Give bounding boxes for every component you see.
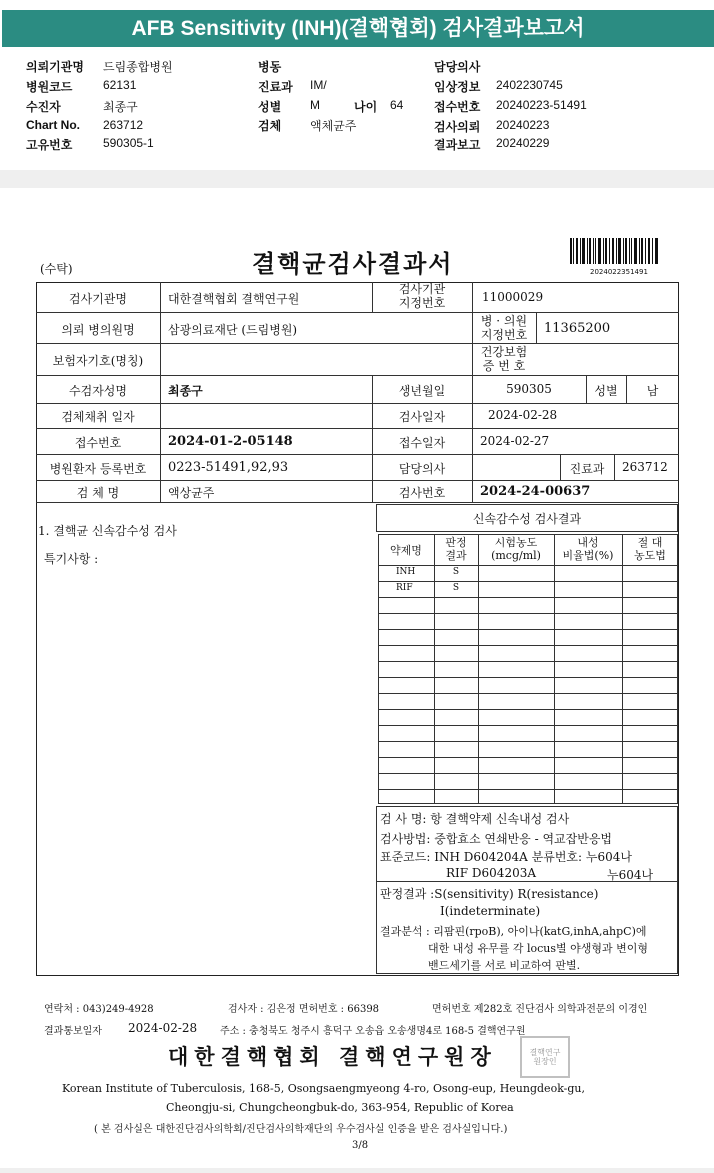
clinical-info-label: 임상정보 <box>434 80 481 94</box>
clinical-info-value: 2402230745 <box>496 78 563 92</box>
institution-value: 대한결핵협회 결핵연구원 <box>168 292 300 306</box>
table-row-line <box>378 661 678 662</box>
drug-name-cell: RIF <box>396 583 413 593</box>
report-title: AFB Sensitivity (INH)(결핵협회) 검사결과보고서 <box>2 10 714 47</box>
test-item: 1. 결핵균 신속감수성 검사 <box>38 524 177 538</box>
table-row-line <box>378 613 678 614</box>
contact: 연락처 : 043)249-4928 <box>44 1004 154 1015</box>
department-value: IM/ <box>310 78 327 92</box>
age-label: 나이 <box>354 100 378 114</box>
report-date-value: 20240229 <box>496 136 550 150</box>
registration-no-label: 병원환자 등록번호 <box>49 462 147 476</box>
department-label: 진료과 <box>258 80 293 94</box>
result-cell: S <box>452 567 460 577</box>
table-row-line <box>378 789 678 790</box>
analysis-line-1: 결과분석 : 리팜핀(rpoB), 아이나(katG,inhA,ahpC)에 <box>380 925 647 938</box>
chart-no-value: 263712 <box>103 118 144 132</box>
institution-no-label: 검사기관 지정번호 <box>398 282 446 310</box>
insurance-no-label: 건강보험 증 번 호 <box>480 345 528 373</box>
english-address-1: Korean Institute of Tuberculosis, 168-5, Osongsaengmyeong 4-ro, Osong-eup, Heungdeok-gu, <box>62 1082 586 1095</box>
collection-date-label: 검체채취 일자 <box>61 410 135 424</box>
doctor-label: 담당의사 <box>434 60 481 74</box>
col-result-header: 판정 결과 <box>445 536 467 562</box>
barcode <box>570 238 660 266</box>
license: 면허번호 제282호 진단검사 의학과전문의 이경인 <box>432 1004 648 1015</box>
insurer-label: 보험자기호(명칭) <box>52 354 144 368</box>
request-date-value: 20240223 <box>496 118 550 132</box>
address: 주소 : 충청북도 청주시 흥덕구 오송읍 오송생명4로 168-5 결핵연구원 <box>220 1026 526 1037</box>
col-drug-header: 약제명 <box>390 544 422 557</box>
table-row-line <box>378 645 678 646</box>
hospital-no-label: 병 · 의원 지정번호 <box>480 314 528 342</box>
hospital-no-value: 11365200 <box>544 321 611 336</box>
hospital-name-value: 드림종합병원 <box>103 60 173 74</box>
special-notes-label: 특기사항 : <box>44 552 99 566</box>
birth-value: 590305 <box>506 382 552 396</box>
registration-no-value: 0223-51491,92,93 <box>168 460 289 475</box>
table-row-line <box>378 581 678 582</box>
method-test-name: 검 사 명: 항 결핵약제 신속내성 검사 <box>380 812 570 826</box>
col-absolute-header: 절 대 농도법 <box>634 536 666 562</box>
report-date-label: 결과보고 <box>434 138 481 152</box>
examinee-label: 수검자성명 <box>69 384 127 398</box>
table-row-line <box>378 693 678 694</box>
table-row-line <box>378 773 678 774</box>
requesting-hospital-value: 삼광의료재단 (드림병원) <box>168 323 298 337</box>
analysis-line-3: 밴드세기를 서로 비교하여 판별. <box>428 959 581 972</box>
english-address-2: Cheongju-si, Chungcheongbuk-do, 363-954, Republic of Korea <box>166 1101 514 1114</box>
birth-label: 생년월일 <box>398 384 446 398</box>
specimen-name-value: 액상균주 <box>168 486 215 500</box>
notify-date: 2024-02-28 <box>128 1021 198 1035</box>
test-no-label: 검사번호 <box>398 486 446 500</box>
barcode-text: 2024022351491 <box>590 268 648 276</box>
hospital-code-value: 62131 <box>103 78 137 92</box>
copy-label: (수탁) <box>40 262 73 276</box>
method-code-2: RIF D604203A <box>446 866 537 880</box>
page-number: 3/8 <box>352 1140 369 1151</box>
report-header-panel <box>0 0 714 170</box>
examinee-value: 최종구 <box>168 384 203 398</box>
drug-name-cell: INH <box>396 567 416 577</box>
analysis-line-2: 대한 내성 유무를 각 locus별 야생형과 변이형 <box>428 942 649 955</box>
result-cell: S <box>452 583 460 593</box>
attending-doctor-label: 담당의사 <box>398 462 446 476</box>
received-date-label: 접수일자 <box>398 436 446 450</box>
hospital-name-label: 의뢰기관명 <box>26 60 84 74</box>
received-date-value: 2024-02-27 <box>480 434 550 448</box>
patient-label: 수진자 <box>26 100 61 114</box>
unique-no-value: 590305-1 <box>103 136 154 150</box>
table-row-line <box>378 741 678 742</box>
official-seal <box>520 1036 570 1078</box>
patient-value: 최종구 <box>103 100 138 114</box>
receipt-no-value: 20240223-51491 <box>496 98 587 112</box>
table-row-line <box>378 677 678 678</box>
method-code-1: 표준코드: INH D604204A 분류번호: 누604나 <box>380 850 632 864</box>
specimen-value: 액체균주 <box>310 119 357 133</box>
table-row-line <box>378 725 678 726</box>
document-title: 결핵균검사결과서 <box>252 249 454 278</box>
method-code-2-class: 누604나 <box>607 868 654 882</box>
institute-name: 대한결핵협회 결핵연구원장 <box>168 1044 497 1069</box>
results-title: 신속감수성 검사결과 <box>472 512 582 526</box>
age-value: 64 <box>390 98 404 112</box>
col-resistance-header: 내성 비율법(%) <box>562 536 614 562</box>
tester: 검사자 : 김은정 면허번호 : 66398 <box>228 1004 380 1015</box>
judge-line-2: I(indeterminate) <box>440 904 541 918</box>
institution-no-value: 11000029 <box>482 290 544 304</box>
table-row-line <box>378 629 678 630</box>
receipt-no-label: 접수번호 <box>434 100 481 114</box>
test-date-value: 2024-02-28 <box>488 408 558 422</box>
method-method: 검사방법: 중합효소 연쇄반응 - 역교잡반응법 <box>380 832 613 846</box>
table-row-line <box>378 597 678 598</box>
notify-label: 결과통보일자 <box>44 1026 102 1037</box>
seal-text: 결핵연구원장인 <box>529 1048 561 1066</box>
hospital-code-label: 병원코드 <box>26 80 73 94</box>
test-no-value: 2024-24-00637 <box>480 484 591 499</box>
specimen-label: 검체 <box>258 119 282 133</box>
requesting-hospital-label: 의뢰 병의원명 <box>61 323 135 337</box>
judge-line-1: 판정결과 :S(sensitivity) R(resistance) <box>380 887 599 901</box>
table-row-line <box>378 709 678 710</box>
doc-sex-value: 남 <box>646 384 659 398</box>
doc-department-label: 진료과 <box>569 462 605 476</box>
chart-no-label: Chart No. <box>26 118 80 132</box>
table-row-line <box>378 757 678 758</box>
scanned-document <box>0 188 714 1168</box>
sex-value: M <box>310 98 320 112</box>
ward-label: 병동 <box>258 60 282 74</box>
sex-label: 성별 <box>258 100 282 114</box>
accession-no-value: 2024-01-2-05148 <box>168 434 293 449</box>
certification-note: ( 본 검사실은 대한진단검사의학회/진단검사의학재단의 우수검사실 인증을 받은 검사실입니다.) <box>94 1124 508 1135</box>
request-date-label: 검사의뢰 <box>434 120 481 134</box>
test-date-label: 검사일자 <box>398 410 446 424</box>
doc-sex-label: 성별 <box>594 384 618 398</box>
unique-no-label: 고유번호 <box>26 138 73 152</box>
specimen-name-label: 검 체 명 <box>76 486 120 500</box>
institution-label: 검사기관명 <box>69 292 127 306</box>
doc-department-value: 263712 <box>622 460 668 474</box>
accession-no-label: 접수번호 <box>74 436 122 450</box>
col-concentration-header: 시험농도 (mcg/ml) <box>491 536 541 562</box>
